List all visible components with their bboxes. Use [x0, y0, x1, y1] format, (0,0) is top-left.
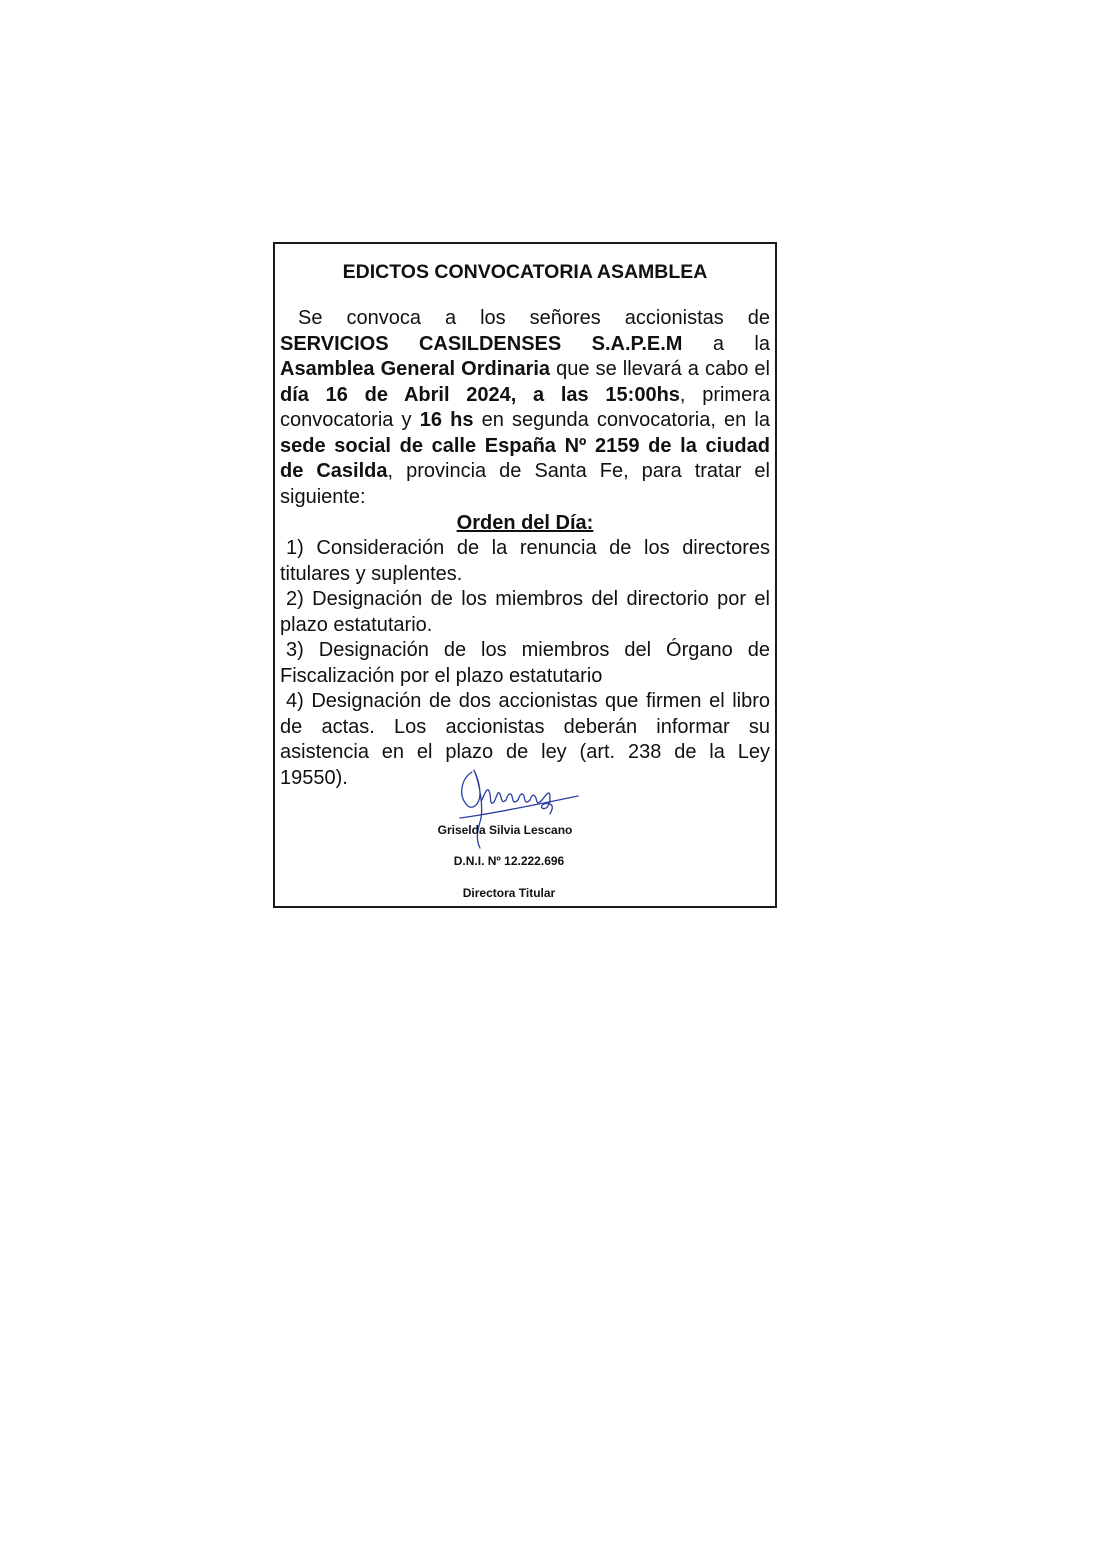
agenda-item: 4) Designación de dos accionistas que firmen el libro de actas. Los accionistas deberán informar su asistencia en el plazo de ley (art. 238 de la Ley 19550). — [280, 690, 770, 789]
signatory-dni: D.N.I. Nº 12.222.696 — [453, 854, 565, 868]
notice-title: EDICTOS CONVOCATORIA ASAMBLEA — [342, 261, 708, 283]
assembly-type: Asamblea General Ordinaria — [280, 358, 551, 380]
signature-block — [275, 764, 775, 904]
intro-text-6: , provincia de Santa Fe, para tratar el siguiente: — [280, 460, 770, 508]
signatory-name: Griselda Silvia Lescano — [437, 823, 573, 837]
intro-text-2: a la — [682, 332, 770, 355]
intro-text-3: que se llevará a cabo el — [550, 358, 770, 380]
notice-intro — [280, 306, 770, 510]
agenda-item: 1) Consideración de la renuncia de los directores titulares y suplentes. — [280, 537, 770, 585]
second-call-time: 16 hs — [419, 409, 474, 431]
meeting-date: día 16 de Abril 2024, a las 15:00hs — [280, 383, 680, 406]
handwritten-signature — [450, 764, 590, 854]
meeting-venue: sede social de calle España Nº 2159 de la ciudad de Casilda — [280, 434, 770, 482]
notice-box — [273, 242, 777, 908]
agenda-heading: Orden del Día: — [456, 512, 594, 534]
intro-text-1: Se convoca a los señores accionistas de — [298, 307, 770, 329]
agenda-item: 3) Designación de los miembros del Órgano de Fiscalización por el plazo estatutario — [280, 639, 770, 687]
intro-text-4: , primera convocatoria y — [280, 383, 770, 431]
intro-text-5: en segunda convocatoria, en la — [473, 409, 770, 431]
signatory-role: Directora Titular — [462, 886, 556, 900]
agenda-item: 2) Designación de los miembros del directorio por el plazo estatutario. — [280, 588, 770, 636]
company-name: SERVICIOS CASILDENSES S.A.P.E.M — [280, 332, 683, 355]
